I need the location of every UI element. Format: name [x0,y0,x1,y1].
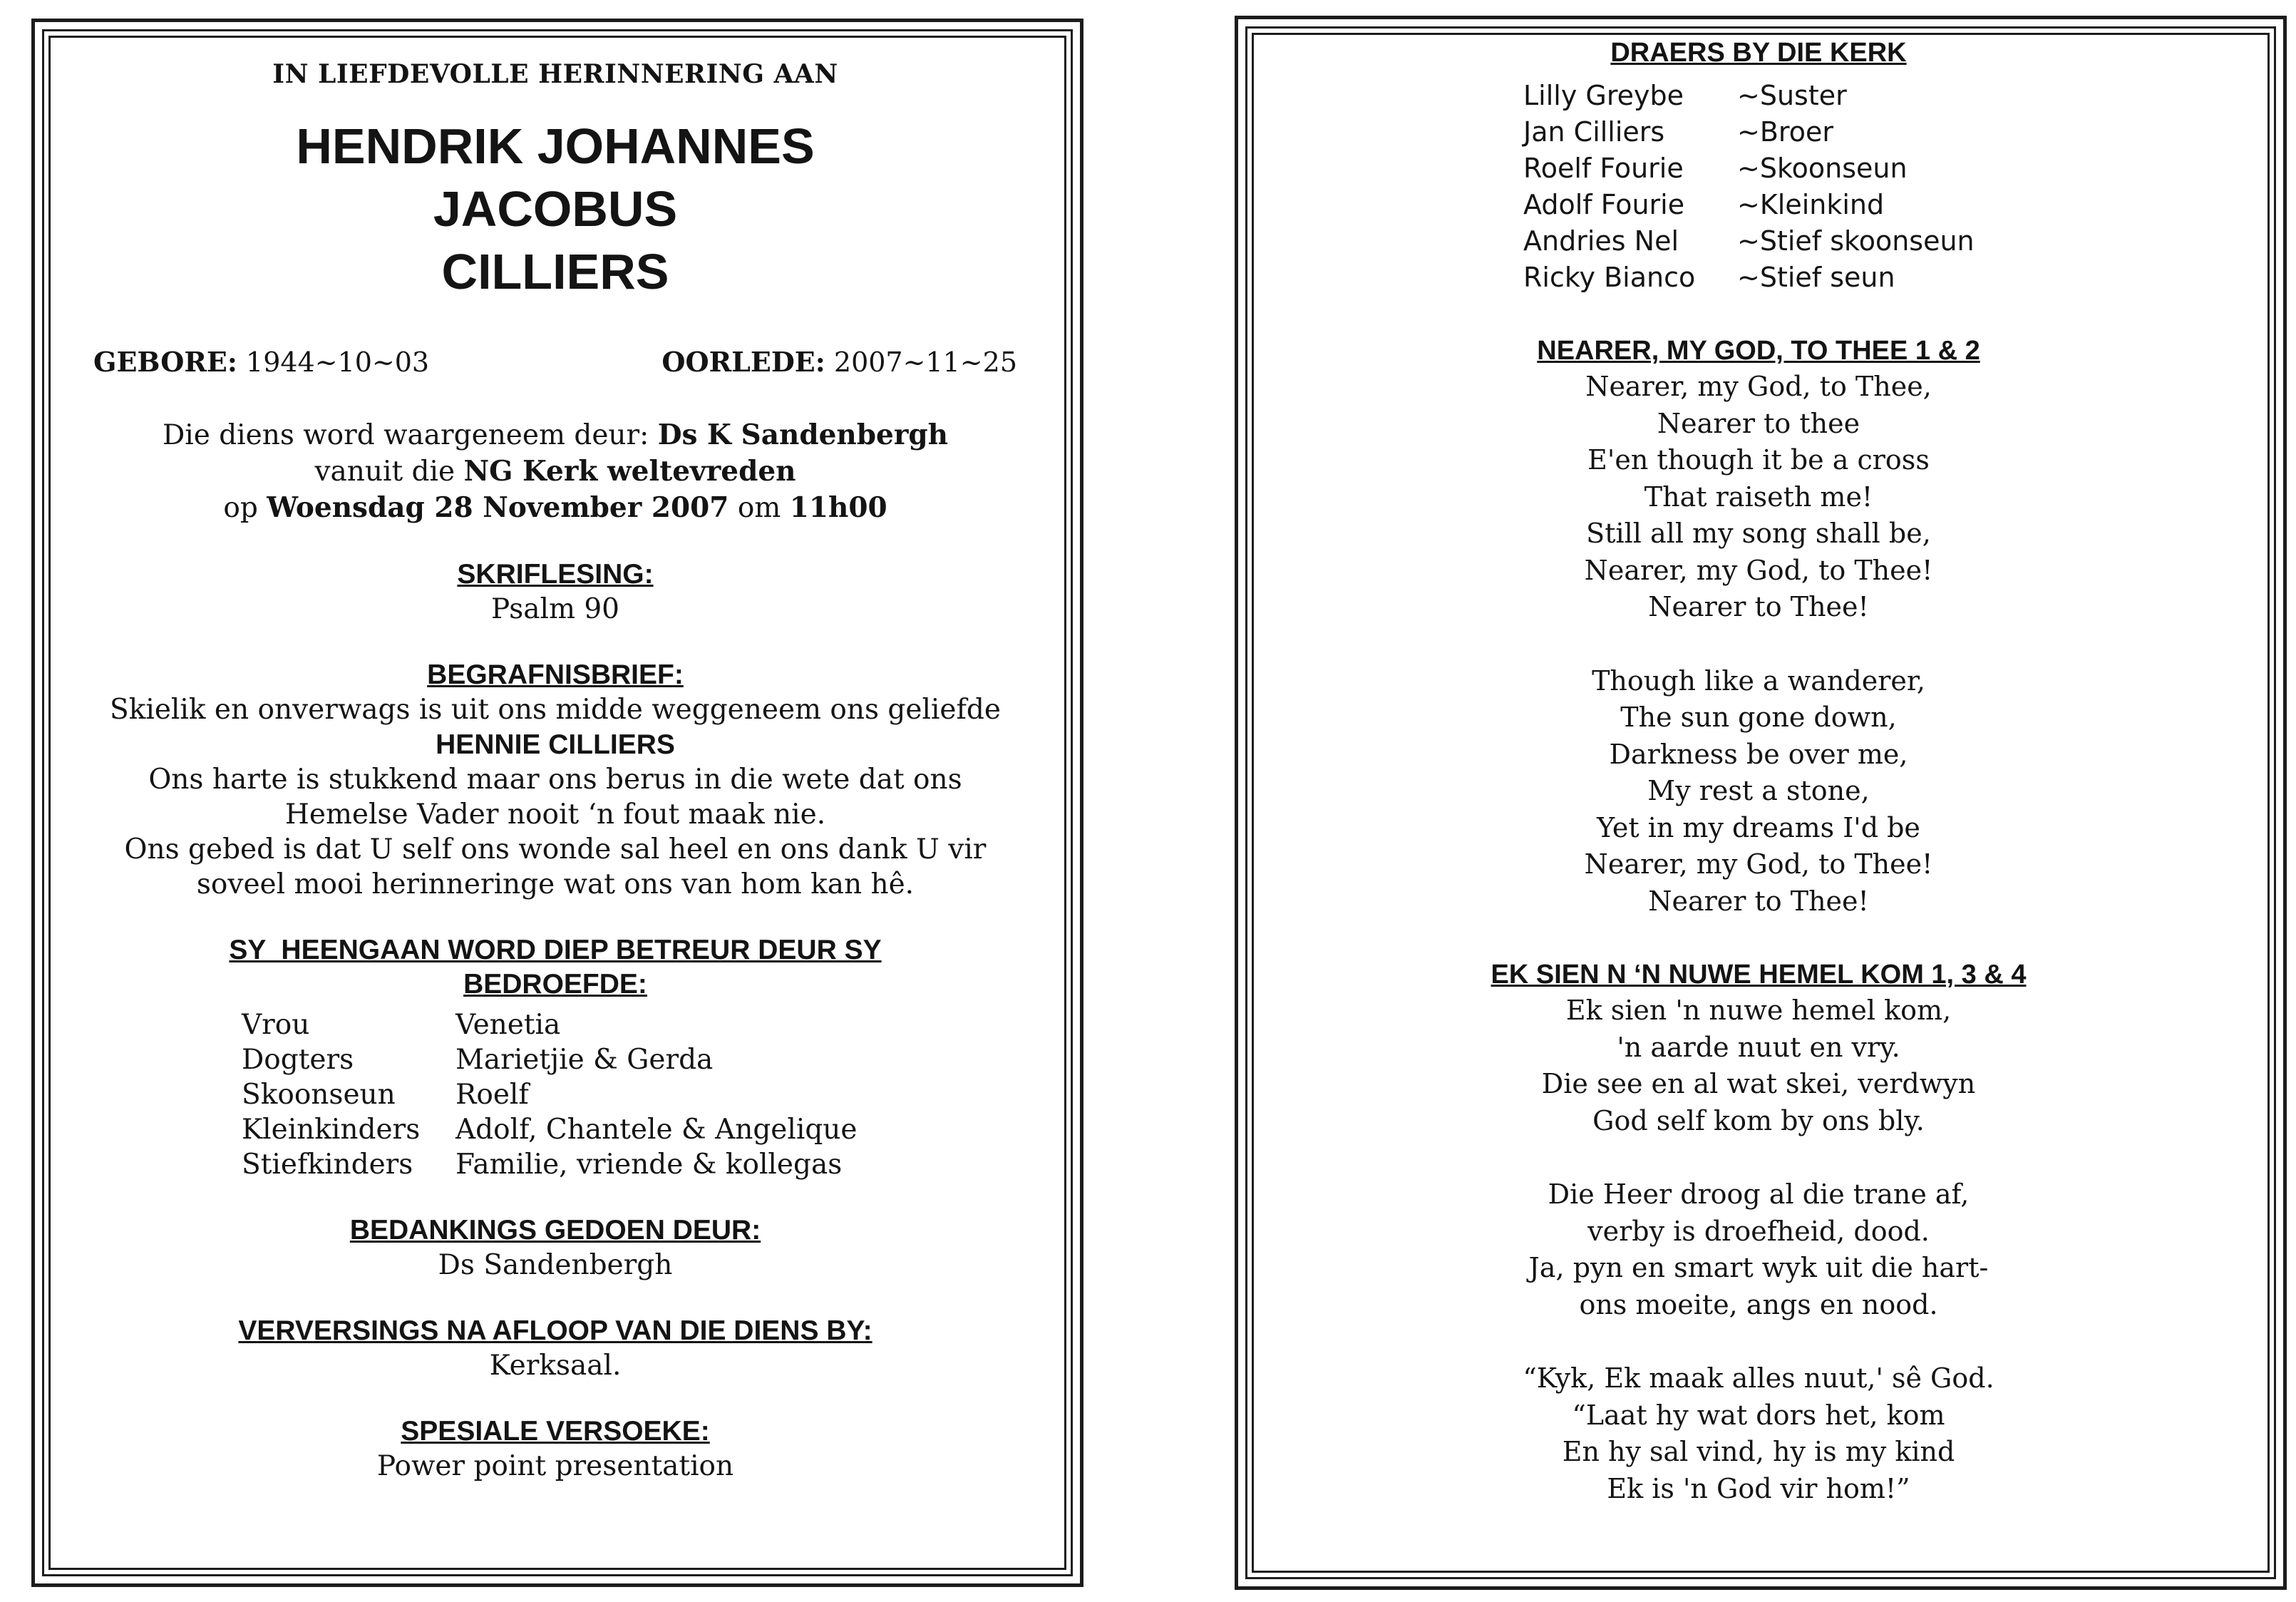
name-line-3: CILLIERS [441,244,669,299]
bearers-title: DRAERS BY DIE KERK [1610,38,1907,68]
born-date [93,346,429,378]
mourner-names: Adolf, Chantele & Angelique [455,1114,858,1146]
left-page [31,19,1083,1587]
verse-line: Though like a wanderer, [1592,664,1925,697]
verse-line: 'n aarde nuut en vry. [1617,1031,1900,1063]
mourner-row [242,1077,869,1112]
mourner-relation: Kleinkinders [242,1114,421,1146]
bearer-row [1523,150,1994,187]
verse-line: Nearer to Thee! [1648,885,1869,917]
verse-line: “Kyk, Ek maak alles nuut,' sê God. [1523,1362,1994,1394]
verse-line: Nearer, my God, to Thee, [1585,371,1932,402]
bearer-relation: ~Skoonseun [1737,153,1908,184]
hymn-2-verse-3 [1281,1360,2236,1507]
bearer-relation: ~Suster [1737,80,1847,111]
mourner-names: Familie, vriende & kollegas [455,1149,843,1181]
mourner-relation: Vrou [242,1009,310,1041]
verse-line: Die see en al wat skei, verdwyn [1541,1068,1976,1099]
service-line-2 [78,453,1033,490]
hymn-2-verse-2 [1281,1176,2236,1323]
bearer-name: Ricky Bianco [1523,262,1696,293]
verse-line: That raiseth me! [1644,481,1873,513]
funeral-letter-section [78,658,1033,902]
mourner-names: Roelf [455,1079,529,1111]
service-line-1 [78,417,1033,453]
born-label: GEBORE: [93,346,237,378]
died-value: 2007~11~25 [833,346,1017,378]
funeral-letter-title: BEGRAFNISBRIEF: [427,659,684,690]
hymn-1-section [1281,333,2236,920]
hymn-2-verse-1 [1281,992,2236,1139]
right-page-content [1281,35,2236,1507]
service-text: op [223,492,258,524]
verse-line: God self kom by ons bly. [1592,1104,1925,1136]
mourner-row [242,1007,869,1042]
hymn-2-section [1281,957,2236,1507]
right-page [1235,16,2287,1590]
bearer-name: Lilly Greybe [1523,80,1684,111]
verse-line: The sun gone down, [1620,702,1897,733]
special-requests-title: SPESIALE VERSOEKE: [401,1416,710,1447]
service-text: om [737,492,781,524]
scripture-title: SKRIFLESING: [457,559,654,590]
bearer-relation: ~Stief seun [1737,262,1895,293]
hymn-1-verse-2 [1281,663,2236,920]
hymn-1-title: NEARER, MY GOD, TO THEE 1 & 2 [1537,336,1980,366]
verse-line: Ek sien 'n nuwe hemel kom, [1565,995,1952,1026]
verse-line: Ja, pyn en smart wyk uit die hart- [1528,1252,1989,1283]
verse-line: Yet in my dreams I'd be [1597,811,1920,843]
verse-line: Still all my song shall be, [1586,518,1931,549]
verse-line: Darkness be over me, [1609,738,1908,770]
memorial-heading: IN LIEFDEVOLLE HERINNERING AAN [272,59,838,89]
mourner-row [242,1112,869,1147]
mourner-names: Marietjie & Gerda [455,1044,714,1076]
verse-line: ons moeite, angs en nood. [1579,1288,1938,1320]
deceased-name [78,115,1033,303]
letter-line-5: soveel mooi herinneringe wat ons van hom kan hê. [196,868,915,900]
bearer-row [1523,78,1994,114]
bearer-name: Jan Cilliers [1523,116,1665,148]
verse-line: Die Heer droog al die trane af, [1548,1179,1970,1210]
minister-name: Ds K Sandenbergh [657,419,949,451]
mourner-relation: Stiefkinders [242,1149,413,1181]
service-line-3 [78,490,1033,526]
left-page-content [78,43,1033,1484]
died-label: OORLEDE: [661,346,825,378]
mourners-title-line-2: BEDROEFDE: [463,969,647,1000]
bearer-name: Andries Nel [1523,225,1679,257]
bearer-row [1523,223,1994,260]
verse-line: verby is droefheid, dood. [1587,1215,1930,1247]
letter-line-2: Ons harte is stukkend maar ons berus in die wete dat ons [148,764,962,796]
bearer-relation: ~Stief skoonseun [1737,225,1975,257]
verse-line: Ek is 'n God vir hom!” [1607,1472,1910,1504]
church-name: NG Kerk weltevreden [463,455,796,488]
thanks-by: Ds Sandenbergh [438,1249,673,1281]
name-line-2: JACOBUS [433,181,678,237]
bearer-row [1523,114,1994,150]
bearers-table [1523,78,1994,296]
mourners-table [242,1007,869,1182]
hymn-1-verse-1 [1281,369,2236,626]
bearers-section [1281,35,2236,296]
bearer-name: Roelf Fourie [1523,153,1684,184]
bearer-relation: ~Kleinkind [1737,189,1885,220]
scripture-section [78,558,1033,627]
mourners-title-line-1: SY HEENGAAN WORD DIEP BETREUR DEUR SY [229,935,882,965]
mourners-section [78,933,1033,1182]
mourner-names: Venetia [455,1009,561,1041]
verse-line: E'en though it be a cross [1587,444,1930,476]
thanks-title: BEDANKINGS GEDOEN DEUR: [349,1215,761,1246]
hymn-2-title: EK SIEN N ‘N NUWE HEMEL KOM 1, 3 & 4 [1491,960,2027,990]
bearer-name: Adolf Fourie [1523,189,1685,220]
bearer-relation: ~Broer [1737,116,1833,148]
letter-name: HENNIE CILLIERS [436,729,675,760]
bearer-row [1523,260,1994,296]
verse-line: Nearer to Thee! [1648,591,1869,622]
refreshments-venue: Kerksaal. [489,1350,622,1382]
bearer-row [1523,187,1994,223]
letter-line-1: Skielik en onverwags is uit ons midde weggeneem ons geliefde [110,694,1001,726]
service-time: 11h00 [789,491,887,524]
letter-line-4: Ons gebed is dat U self ons wonde sal heel en ons dank U vir [124,833,987,866]
died-date [661,346,1017,378]
letter-line-3: Hemelse Vader nooit ‘n fout maak nie. [284,799,826,831]
verse-line: “Laat hy wat dors het, kom [1572,1399,1945,1431]
verse-line: En hy sal vind, hy is my kind [1562,1436,1955,1467]
verse-line: My rest a stone, [1647,775,1870,806]
dates-row [78,346,1033,389]
service-details [78,417,1033,526]
mourner-row [242,1042,869,1077]
special-requests: Power point presentation [376,1450,734,1482]
born-value: 1944~10~03 [246,346,430,378]
special-requests-section [78,1414,1033,1484]
verse-line: Nearer, my God, to Thee! [1584,848,1933,880]
service-text: vanuit die [314,456,455,488]
service-date: Woensdag 28 November 2007 [267,491,729,524]
mourner-relation: Dogters [242,1044,354,1076]
verse-line: Nearer to thee [1657,407,1860,439]
refreshments-section [78,1314,1033,1383]
name-line-1: HENDRIK JOHANNES [296,118,815,174]
service-text: Die diens word waargeneem deur: [162,419,649,451]
thanks-section [78,1213,1033,1283]
mourner-relation: Skoonseun [242,1079,396,1111]
scripture-reading: Psalm 90 [491,593,619,625]
mourner-row [242,1147,869,1182]
verse-line: Nearer, my God, to Thee! [1584,554,1933,586]
refreshments-title: VERVERSINGS NA AFLOOP VAN DIE DIENS BY: [238,1315,872,1346]
